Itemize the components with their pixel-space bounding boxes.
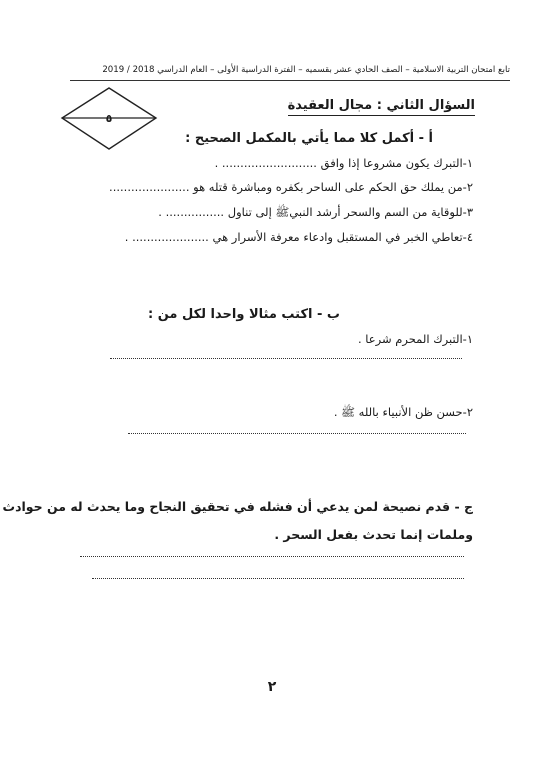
page-number: ٢ — [267, 679, 277, 695]
part-a-item-4: ٤-تعاطي الخبر في المستقبل وادعاء معرفة الأسرار هي ..................... . — [124, 230, 473, 244]
answer-line[interactable] — [92, 578, 464, 579]
part-a-item-2: ٢-من يملك حق الحكم على الساحر بكفره ومباشرة قتله هو ...................... — [109, 180, 473, 194]
header-divider — [70, 80, 510, 81]
part-c-line-1: ج - قدم نصيحة لمن يدعي أن فشله في تحقيق النجاح وما يحدث له من حوادث — [2, 499, 473, 514]
score-value: ٥ — [105, 112, 113, 125]
part-b-item-1: ١-التبرك المحرم شرعا . — [357, 332, 473, 346]
part-a-item-3: ٣-للوقاية من السم والسحر أرشد النبيﷺ إلى تناول ................ . — [158, 205, 473, 219]
part-b-item-2: ٢-حسن ظن الأنبياء بالله ﷺ . — [333, 405, 473, 419]
part-a-heading: أ - أكمل كلا مما يأتي بالمكمل الصحيح : — [185, 131, 433, 146]
part-a-item-1: ١-التبرك يكون مشروعا إذا وافق .......................... . — [214, 156, 473, 170]
part-b-heading: ب - اكتب مثالا واحدا لكل من : — [147, 307, 340, 322]
answer-line[interactable] — [110, 358, 462, 359]
part-c-line-2: وملمات إنما تحدث بفعل السحر . — [274, 527, 473, 542]
exam-header: تابع امتحان التربية الاسلامية – الصف الحادي عشر بقسميه – الفترة الدراسية الأولى – العام الدراسي 2018 / 2019 — [102, 65, 510, 75]
answer-line[interactable] — [128, 433, 466, 434]
question-title: السؤال الثاني : مجال العقيدة — [288, 98, 475, 116]
answer-line[interactable] — [80, 556, 464, 557]
